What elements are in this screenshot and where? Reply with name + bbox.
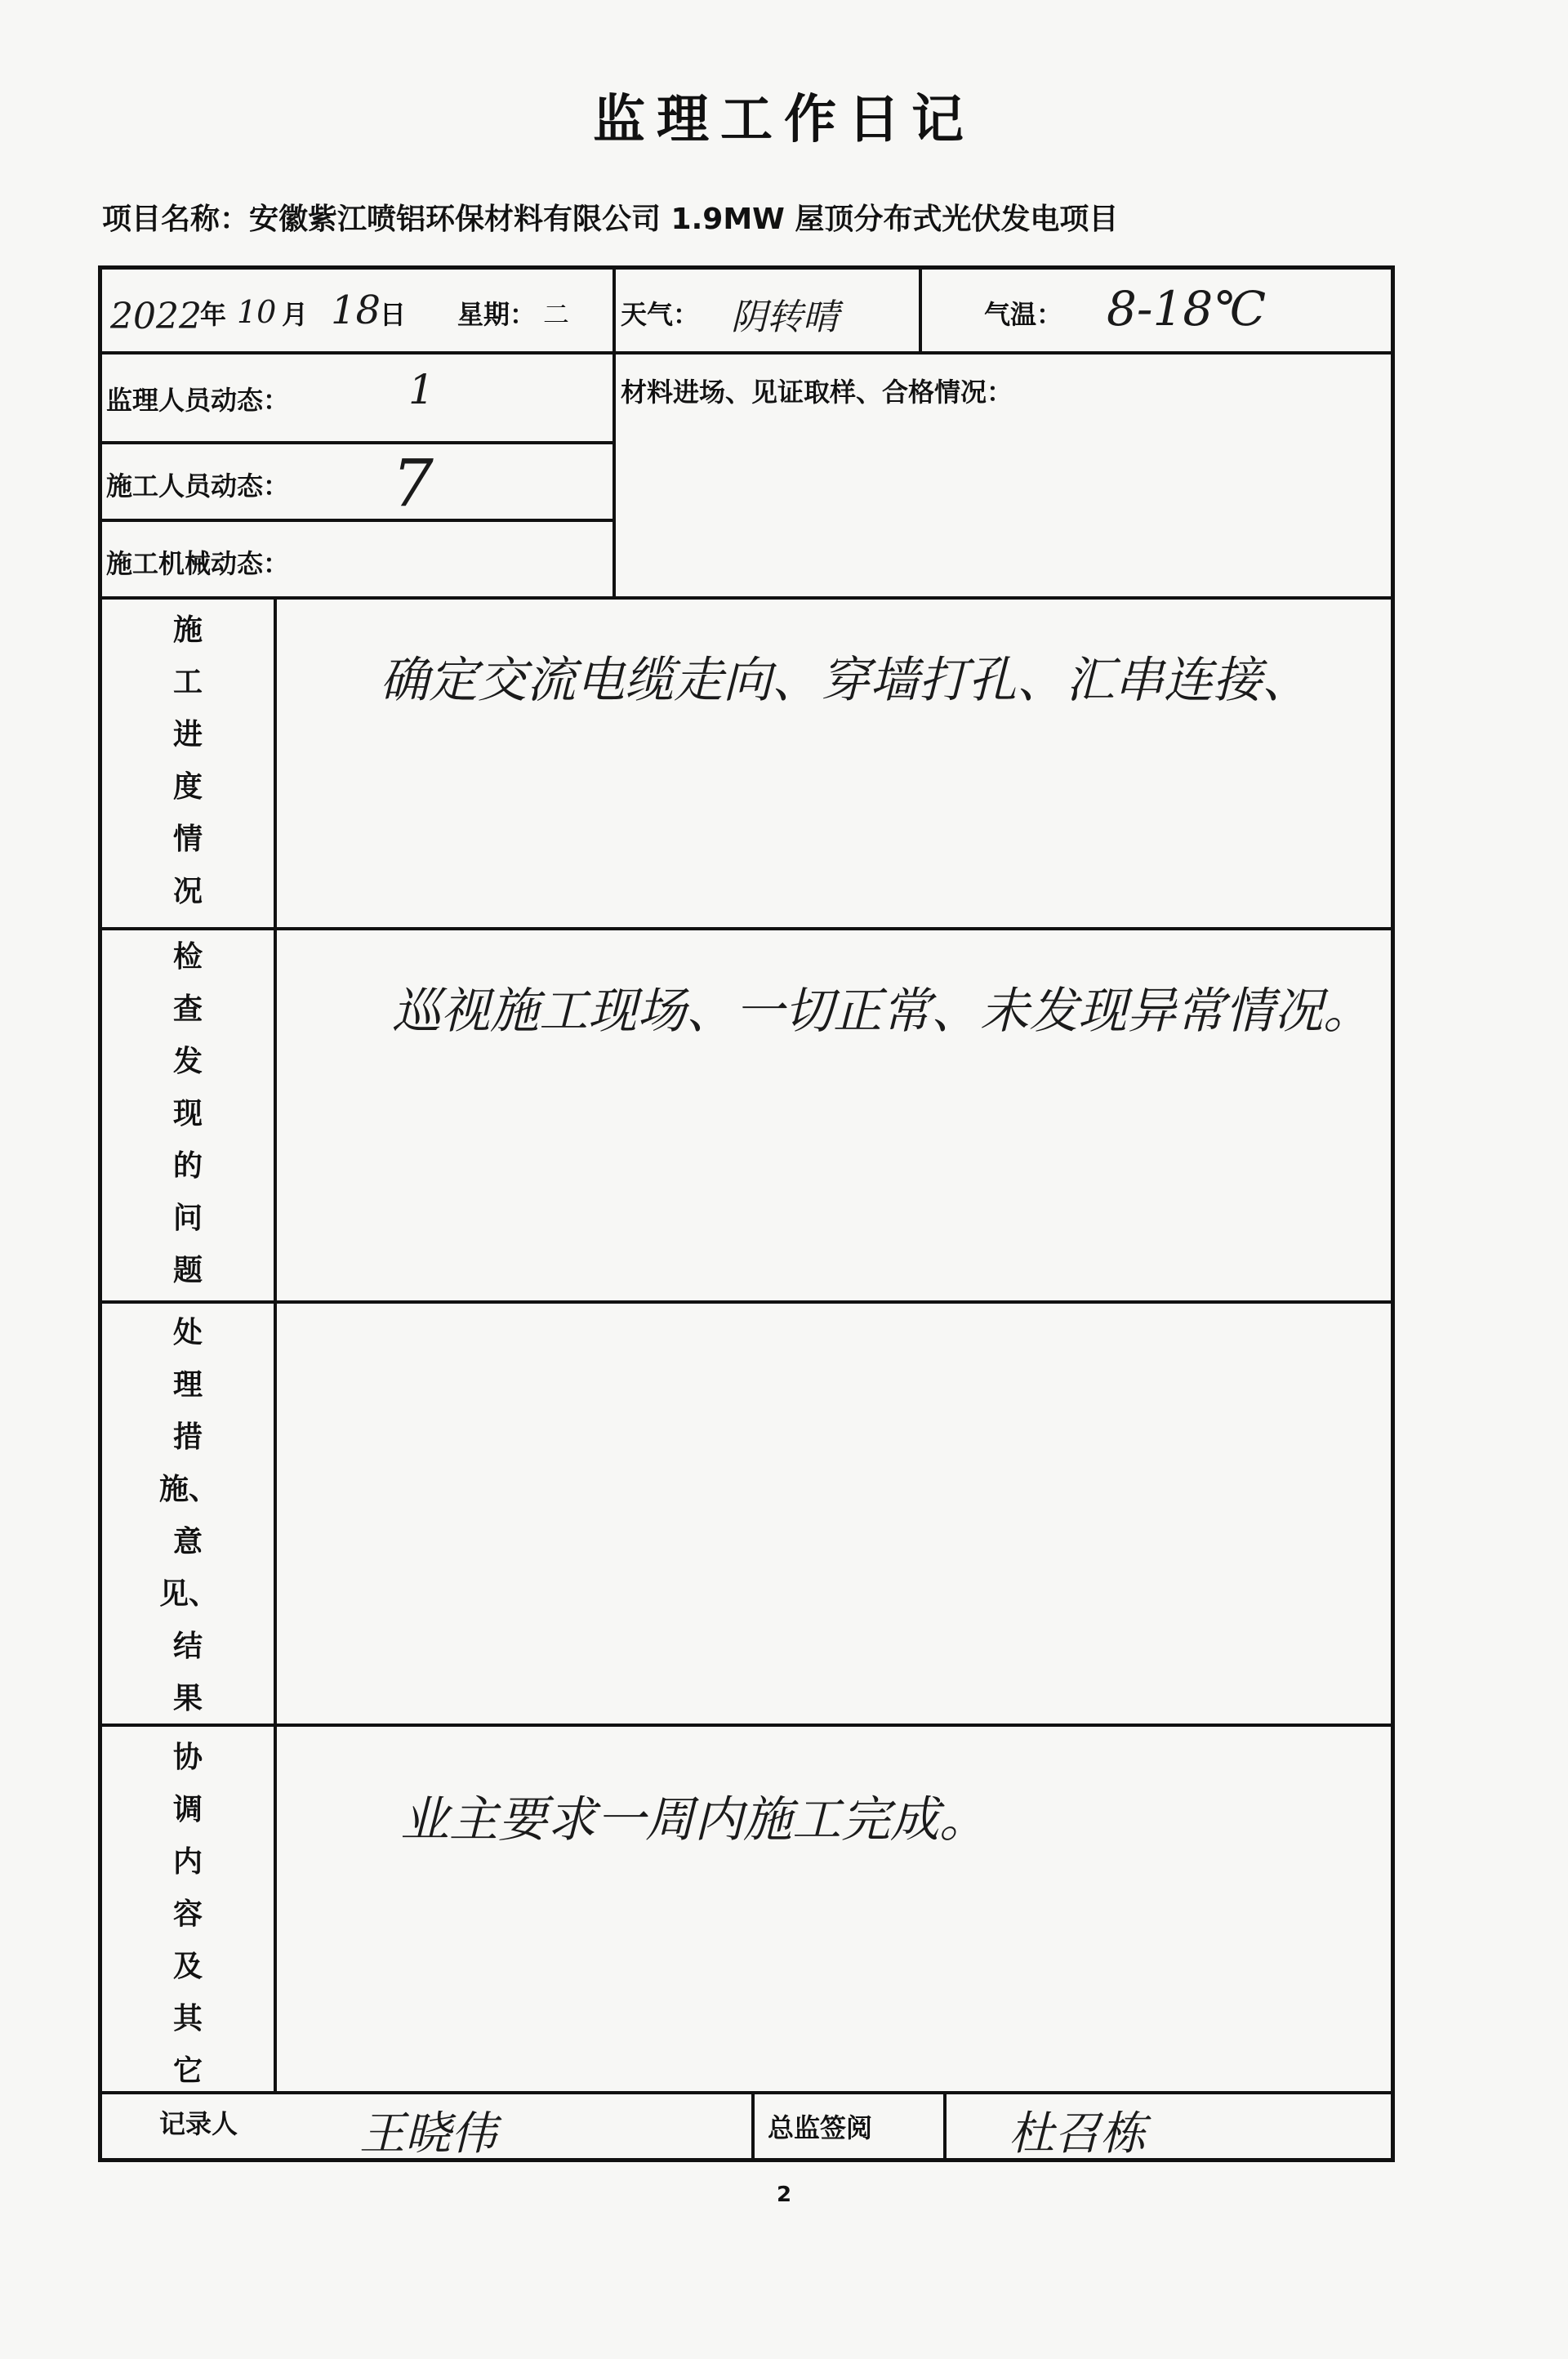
recorder-signature: 王晓伟 [359, 2107, 497, 2161]
weather-value: 阴转晴 [731, 297, 839, 338]
weather-label: 天气： [621, 299, 700, 330]
materials-label: 材料进场、见证取样、合格情况： [621, 377, 1013, 408]
measures-label: 处理措施、意见、结果 [159, 1316, 219, 1715]
machinery-label: 施工机械动态： [106, 548, 290, 579]
recorder-label: 记录人 [159, 2108, 238, 2139]
date-field [106, 288, 608, 345]
coordination-text: 业主要求一周内施工完成。 [400, 1791, 988, 1848]
temperature-label: 气温： [984, 299, 1063, 330]
project-name-label: 项目名称： [102, 203, 250, 236]
document-title: 监理工作日记 [593, 90, 975, 150]
project-name-value: 安徽紫江喷铝环保材料有限公司 1.9MW 屋顶分布式光伏发电项目 [249, 203, 1119, 236]
page-number: 2 [776, 2183, 792, 2207]
date-month: 10 [237, 294, 277, 330]
project-name-line [102, 196, 1474, 238]
month-label: 月 [282, 299, 309, 330]
date-day: 18 [331, 288, 381, 333]
diary-table [98, 265, 1395, 2162]
date-year: 2022 [110, 296, 202, 337]
issues-label: 检查发现的问题 [172, 940, 203, 1287]
issues-text: 巡视施工现场、一切正常、未发现异常情况。 [392, 983, 1372, 1040]
supervisor-value: 1 [408, 366, 434, 413]
coordination-label: 协调内容及其它 [172, 1741, 203, 2088]
supervisor-label: 监理人员动态： [106, 385, 290, 416]
worker-value: 7 [392, 445, 434, 521]
weekday-label: 星期： [457, 299, 537, 330]
worker-label: 施工人员动态： [106, 470, 290, 502]
weekday-value: 二 [543, 299, 570, 330]
temperature-value: 8-18℃ [1107, 281, 1267, 337]
progress-text: 确定交流电缆走向、穿墙打孔、汇串连接、 [380, 652, 1311, 709]
year-label: 年 [200, 299, 227, 330]
chief-signature: 杜召栋 [1009, 2107, 1146, 2161]
day-label: 日 [380, 299, 407, 330]
progress-label: 施工进度情况 [172, 613, 203, 908]
chief-label: 总监签阅 [768, 2112, 873, 2143]
